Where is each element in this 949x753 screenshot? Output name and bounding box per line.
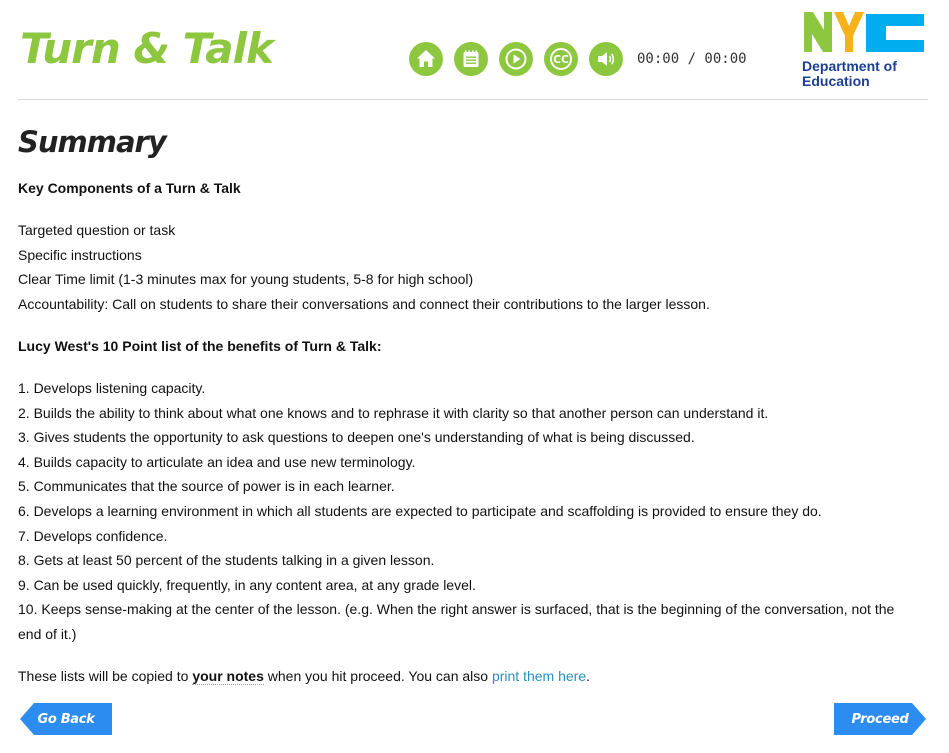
spacer <box>18 647 918 665</box>
footer-note-text: when you hit proceed. You can also <box>263 668 492 685</box>
your-notes-link[interactable]: your notes <box>192 668 264 685</box>
proceed-label: Proceed <box>851 711 909 727</box>
summary-body <box>18 176 918 689</box>
nyc-doe-logo <box>802 10 926 89</box>
media-controls <box>409 42 747 76</box>
app-title: Turn & Talk <box>20 24 273 73</box>
print-link[interactable]: print them here <box>491 668 587 685</box>
key-component-item: Specific instructions <box>18 246 142 263</box>
closed-captions-icon <box>549 48 573 70</box>
notes-button[interactable] <box>454 42 488 76</box>
footer-note-text: . <box>586 668 591 685</box>
benefit-item: 4. Builds capacity to articulate an idea and use new terminology. <box>18 453 416 470</box>
key-component-item: Clear Time limit (1-3 minutes max for young students, 5-8 for high school) <box>18 271 474 288</box>
notepad-icon <box>460 48 482 70</box>
benefit-item: 3. Gives students the opportunity to ask questions to deepen one's understanding of what is being discussed. <box>18 429 695 446</box>
benefits-list-heading: Lucy West's 10 Point list of the benefits of Turn & Talk: <box>18 337 382 354</box>
footer-note <box>18 664 918 689</box>
key-components-heading: Key Components of a Turn & Talk <box>18 180 241 196</box>
key-component-item: Accountability: Call on students to share their conversations and connect their contributions to the larger lesson. <box>18 295 710 312</box>
page-title: Summary <box>18 125 166 159</box>
media-timer: 00:00 / 00:00 <box>637 51 747 67</box>
spacer <box>18 359 918 377</box>
svg-text:CC: CC <box>553 54 569 66</box>
play-button[interactable] <box>499 42 533 76</box>
home-icon <box>415 48 437 70</box>
home-button[interactable] <box>409 42 443 76</box>
benefit-item: 9. Can be used quickly, frequently, in any content area, at any grade level. <box>18 576 476 593</box>
captions-button[interactable] <box>544 42 578 76</box>
proceed-button[interactable] <box>834 703 926 735</box>
header <box>0 0 949 100</box>
volume-button[interactable] <box>589 42 623 76</box>
benefit-item: 10. Keeps sense-making at the center of the lesson. (e.g. When the right answer is surfaced, that is the beginning of the conversation, not the end of it.) <box>18 601 895 642</box>
spacer <box>18 316 918 334</box>
go-back-button[interactable] <box>20 703 112 735</box>
nyc-logo-letters <box>802 10 926 54</box>
benefit-item: 2. Builds the ability to think about what one knows and to rephrase it with clarity so that another person can understand it. <box>18 404 769 421</box>
benefit-item: 7. Develops confidence. <box>18 527 168 544</box>
speaker-icon <box>595 48 617 70</box>
benefit-item: 6. Develops a learning environment in which all students are expected to participate and scaffolding is provided to ensure they do. <box>18 503 822 520</box>
logo-text-line1: Department of <box>802 58 897 74</box>
logo-text-line2: Education <box>802 73 870 89</box>
benefit-item: 5. Communicates that the source of power is in each learner. <box>18 478 395 495</box>
header-divider <box>18 99 928 100</box>
benefit-item: 1. Develops listening capacity. <box>18 380 206 397</box>
play-icon <box>505 48 527 70</box>
spacer <box>18 201 918 219</box>
go-back-label: Go Back <box>37 711 95 727</box>
benefit-item: 8. Gets at least 50 percent of the students talking in a given lesson. <box>18 552 435 569</box>
key-component-item: Targeted question or task <box>18 222 176 239</box>
footer-note-text: These lists will be copied to <box>18 668 193 685</box>
